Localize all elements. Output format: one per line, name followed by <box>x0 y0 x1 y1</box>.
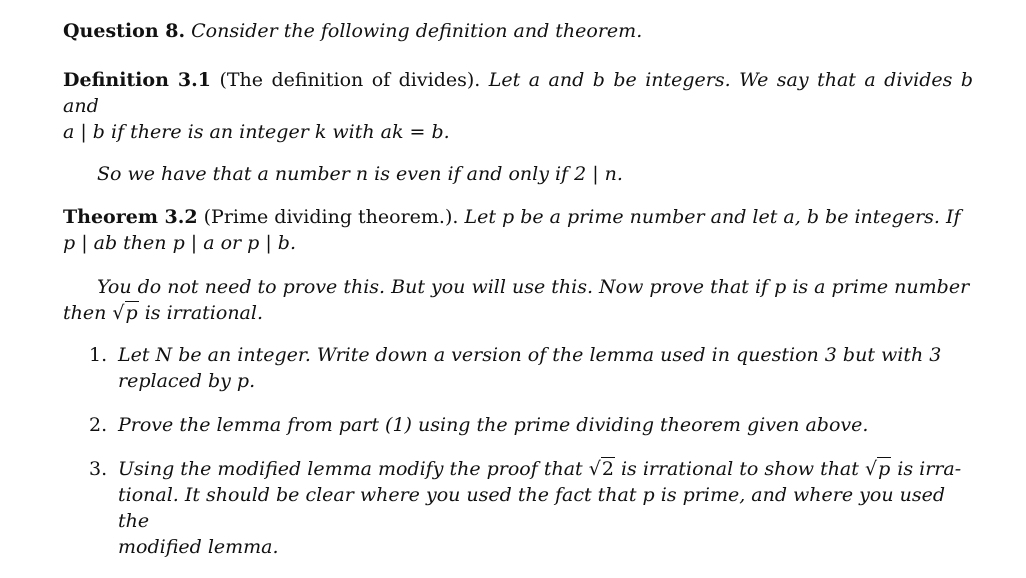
sqrt-2-expression: √2 <box>588 458 614 480</box>
item-text-line2: replaced by p. <box>118 370 256 392</box>
item-text-post: is irra- <box>897 458 962 480</box>
instructions-line1: You do not need to prove this. But you will use this. Now prove that if p is a prime number <box>97 276 970 298</box>
instructions-line2 <box>63 300 263 326</box>
question-text: Consider the following definition and theorem. <box>191 20 643 42</box>
theorem-text-line2: p | ab then p | a or p | b. <box>63 232 296 254</box>
definition-label: Definition 3.1 <box>63 69 211 91</box>
item-text-pre: Using the modified lemma modify the proof that <box>118 458 583 480</box>
definition-followup: So we have that a number n is even if and only if 2 | n. <box>97 163 623 185</box>
theorem-label: Theorem 3.2 <box>63 206 198 228</box>
instructions-then: then <box>63 302 107 324</box>
definition-text-line1: Let a and b be integers. We say that a divides b and <box>63 69 973 117</box>
theorem-title: (Prime dividing theorem.). <box>203 206 459 228</box>
item-number: 1. <box>89 344 108 366</box>
question-label: Question 8. <box>63 20 186 42</box>
item-text-line2: tional. It should be clear where you used the fact that p is prime, and where you used the <box>118 484 946 532</box>
list-item <box>63 342 973 394</box>
question-heading <box>63 18 973 44</box>
item-number: 3. <box>89 458 108 480</box>
item-text-mid: is irrational to show that <box>620 458 859 480</box>
definition-text-line2: a | b if there is an integer k with ak = b. <box>63 121 450 143</box>
document-page <box>63 14 973 578</box>
instructions-after: is irrational. <box>144 302 264 324</box>
sqrt-p-expression: √p <box>112 302 138 324</box>
item-text-line1: Let N be an integer. Write down a version of the lemma used in question 3 but with 3 <box>118 344 942 366</box>
item-text-line3: modified lemma. <box>118 536 279 558</box>
task-list <box>63 342 973 560</box>
item-text-line1: Prove the lemma from part (1) using the prime dividing theorem given above. <box>118 414 869 436</box>
list-item <box>63 456 973 560</box>
theorem-block <box>63 204 973 256</box>
definition-block <box>63 67 973 145</box>
item-number: 2. <box>89 414 108 436</box>
instructions-paragraph <box>63 274 973 326</box>
theorem-text-line1: Let p be a prime number and let a, b be integers. If <box>464 206 961 228</box>
definition-title: (The definition of divides). <box>219 69 481 91</box>
sqrt-p-expression: √p <box>864 458 891 480</box>
list-item <box>63 412 973 438</box>
